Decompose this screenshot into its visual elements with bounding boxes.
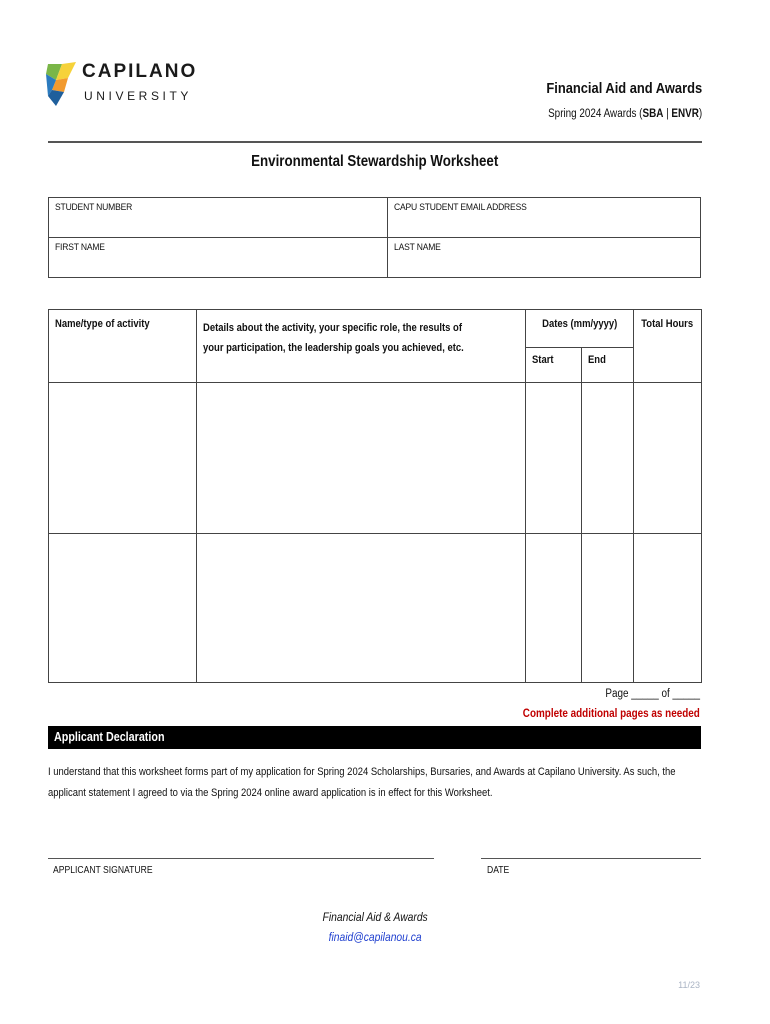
activity-name-cell[interactable]	[49, 383, 197, 534]
start-date-cell[interactable]	[526, 534, 582, 683]
activity-details-cell[interactable]	[197, 534, 526, 683]
col-total-hours: Total Hours	[634, 310, 702, 383]
version-label: 11/23	[678, 980, 700, 990]
total-hours-cell[interactable]	[634, 534, 702, 683]
header-divider	[48, 141, 702, 143]
start-date-cell[interactable]	[526, 383, 582, 534]
first-name-field[interactable]: FIRST NAME	[49, 238, 388, 278]
activity-name-cell[interactable]	[49, 534, 197, 683]
declaration-heading-bar	[48, 726, 701, 749]
declaration-text: I understand that this worksheet forms part of my application for Spring 2024 Scholarships, Bursaries, and Awards at Capilano University. As such, the applicant statement I agreed to via the Spring 2024 online award application is in effect for this Worksheet.	[48, 766, 676, 799]
date-label: DATE	[487, 865, 510, 876]
last-name-field[interactable]: LAST NAME	[388, 238, 701, 278]
student-info-table	[48, 197, 701, 278]
col-activity-details: Details about the activity, your specific role, the results of your participation, the leadership goals you achieved, etc.	[197, 310, 526, 383]
page-count-line: Page _____ of _____	[605, 688, 700, 700]
signature-line[interactable]	[48, 858, 434, 859]
end-date-cell[interactable]	[582, 383, 634, 534]
col-dates: Dates (mm/yyyy)	[526, 310, 634, 348]
header-title: Financial Aid and Awards	[546, 80, 702, 97]
end-date-cell[interactable]	[582, 534, 634, 683]
col-activity-name: Name/type of activity	[49, 310, 197, 383]
footer-email-link[interactable]: finaid@capilanou.ca	[328, 930, 422, 944]
date-line[interactable]	[481, 858, 701, 859]
table-row	[49, 534, 702, 683]
logo-wordmark: CAPILANO	[82, 61, 198, 82]
header-subtitle: Spring 2024 Awards (SBA | ENVR)	[547, 108, 702, 120]
capilano-logo-icon	[46, 60, 76, 108]
declaration-heading: Applicant Declaration	[54, 730, 165, 744]
email-field[interactable]: CAPU STUDENT EMAIL ADDRESS	[388, 198, 701, 238]
signature-label: APPLICANT SIGNATURE	[53, 865, 153, 876]
logo-subword: UNIVERSITY	[84, 89, 193, 103]
student-number-field[interactable]: STUDENT NUMBER	[49, 198, 388, 238]
col-start-date: Start	[526, 348, 582, 383]
table-row	[49, 383, 702, 534]
page-title: Environmental Stewardship Worksheet	[251, 153, 499, 170]
total-hours-cell[interactable]	[634, 383, 702, 534]
activity-table	[48, 309, 702, 683]
activity-details-cell[interactable]	[197, 383, 526, 534]
footer-office: Financial Aid & Awards	[322, 910, 428, 924]
col-end-date: End	[582, 348, 634, 383]
additional-pages-note: Complete additional pages as needed	[523, 708, 700, 720]
